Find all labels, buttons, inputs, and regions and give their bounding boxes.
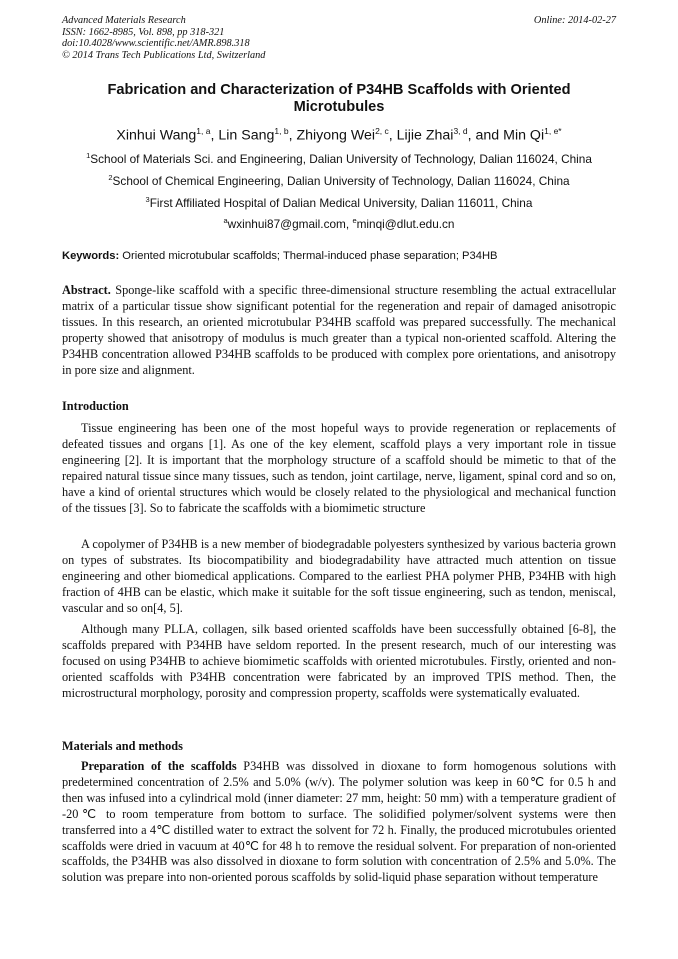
author-name: Lin Sang <box>218 127 275 144</box>
email-link[interactable]: minqi@dlut.edu.cn <box>356 216 455 231</box>
intro-paragraph-1: Tissue engineering has been one of the most hopeful ways to provide regeneration or replacements of defeated tissues and organs [1]. As one of the key element, scaffold plays a very important role in tissue engineering [2]. It is important that the morphology structure of a scaffold should be mimetic to that of the repaired natural tissue since many tissues, such as tendon, joint cartilage, nerve, ligament, spinal cord and so on, have a kind of oriental structures which would be closely related to the physiological and mechanical function of the tissues [3]. So to fabricate the scaffolds with a biomimetic structure <box>62 421 616 515</box>
affiliation-2: $^2$School of Chemical Engineering, Dalian University of Technology, Dalian 116024, China <box>108 173 570 188</box>
copyright-line: © 2014 Trans Tech Publications Ltd, Switzerland <box>62 49 266 61</box>
methods-lead: Preparation of the scaffolds <box>81 759 237 773</box>
intro-paragraph-2: A copolymer of P34HB is a new member of biodegradable polyesters synthesized by various bacteria grown on types of substrates. Its biocompatibility and biodegradability have attracted much attention on tissue engineering and other biomedical applications. Compared to the earliest PHA polymer PHB, P34HB with high fraction of 4HB can be elastic, which make it suitable for the soft tissue engineering, such as tendon, meniscal, vascular and so on[4, 5]. <box>62 537 616 615</box>
keywords <box>62 249 616 263</box>
author-sup: 2, c <box>375 126 389 136</box>
section-heading-methods: Materials and methods <box>62 739 183 753</box>
author-sup: 1, e* <box>544 126 562 136</box>
doi-line: doi:10.4028/www.scientific.net/AMR.898.318 <box>62 38 250 50</box>
author-sup: 1, a <box>196 126 211 136</box>
author-sup: 3, d <box>453 126 468 136</box>
author-name: Zhiyong Wei <box>296 127 376 144</box>
affiliation-1: $^1$School of Materials Sci. and Engineering, Dalian University of Technology, Dalian 116024, China <box>86 151 592 166</box>
author-name: Lijie Zhai <box>396 127 454 144</box>
abstract <box>62 283 616 378</box>
journal-header <box>62 15 616 61</box>
keywords-text: Oriented microtubular scaffolds; Thermal-induced phase separation; P34HB <box>119 250 498 262</box>
issn-line: ISSN: 1662-8985, Vol. 898, pp 318-321 <box>62 26 225 38</box>
affiliation-3: $^3$First Affiliated Hospital of Dalian Medical University, Dalian 116011, China <box>145 195 533 210</box>
keywords-label: Keywords: <box>62 250 120 262</box>
author-name: Xinhui Wang <box>116 127 197 144</box>
author-sup: 1, b <box>274 126 289 136</box>
email-link[interactable]: wxinhui87@gmail.com <box>227 216 346 231</box>
author-emails: $^a$wxinhui87@gmail.com, $^e$minqi@dlut.edu.cn <box>223 216 455 231</box>
abstract-text: Sponge-like scaffold with a specific three-dimensional structure resembling the actual extracellular matrix of a particular tissue show significant potential for the regeneration and repair of damaged anisotropic tissues. In this research, an oriented microtubular P34HB scaffold was prepared successfully. The mechanical property showed that anisotropy of modulus is much greater than a typical non-oriented scaffold. Altering the P34HB concentration allowed P34HB scaffolds to be produced with complex pore orientations, and anisotropy in pore size and alignment. <box>62 283 616 377</box>
methods-paragraph <box>62 759 616 886</box>
online-date: Online: 2014-02-27 <box>533 15 616 26</box>
paper-title: Fabrication and Characterization of P34HB Scaffolds with Oriented Microtubules <box>107 82 571 115</box>
journal-name: Advanced Materials Research <box>62 15 186 26</box>
author-list: Xinhui Wang$^{1, a}$, Lin Sang$^{1, b}$, Zhiyong Wei$^{2, c}$, Lijie Zhai$^{3, d}$, and Min $Qi^{1, e*}$ <box>116 126 562 144</box>
methods-text: P34HB was dissolved in dioxane to form homogenous solutions with predetermined concentration of 2.5% and 5.0% (w/v). The polymer solution was keep in 60℃ for 0.5 h and then was infused into a cylindrical mold (inner diameter: 27 mm, height: 50 mm) with a temperature gradient of -20℃ to room temperature from bottom to surface. The solidified polymer/solvent systems were then transferred into a 4℃ distilled water to extract the solvent for 72 h. Finally, the produced microtubules oriented scaffolds were dried in vacuum at 40℃ for 48 h to remove the residual solvent. For preparation of non-oriented scaffolds, the P34HB was also dissolved in dioxane to form solution with concentration of 2.5% and 5.0%. The solution was prepare into non-oriented porous scaffolds by solid-liquid phase separation without temperature <box>62 759 616 885</box>
author-name: Min Qi <box>503 127 545 144</box>
section-heading-introduction: Introduction <box>62 399 129 413</box>
intro-paragraph-3: Although many PLLA, collagen, silk based oriented scaffolds have been successfully obtained [6-8], the scaffolds prepared with P34HB have seldom reported. In the present research, much of our interesting was focused on using P34HB to achieve biomimetic scaffolds with oriented microtubules. Firstly, oriented and non-oriented scaffolds with P34HB concentration were fabricated by an improved TPIS method. Then, the microstructural morphology, porosity and compression property, scaffolds were systematically evaluated. <box>62 622 616 700</box>
abstract-label: Abstract. <box>62 283 111 297</box>
